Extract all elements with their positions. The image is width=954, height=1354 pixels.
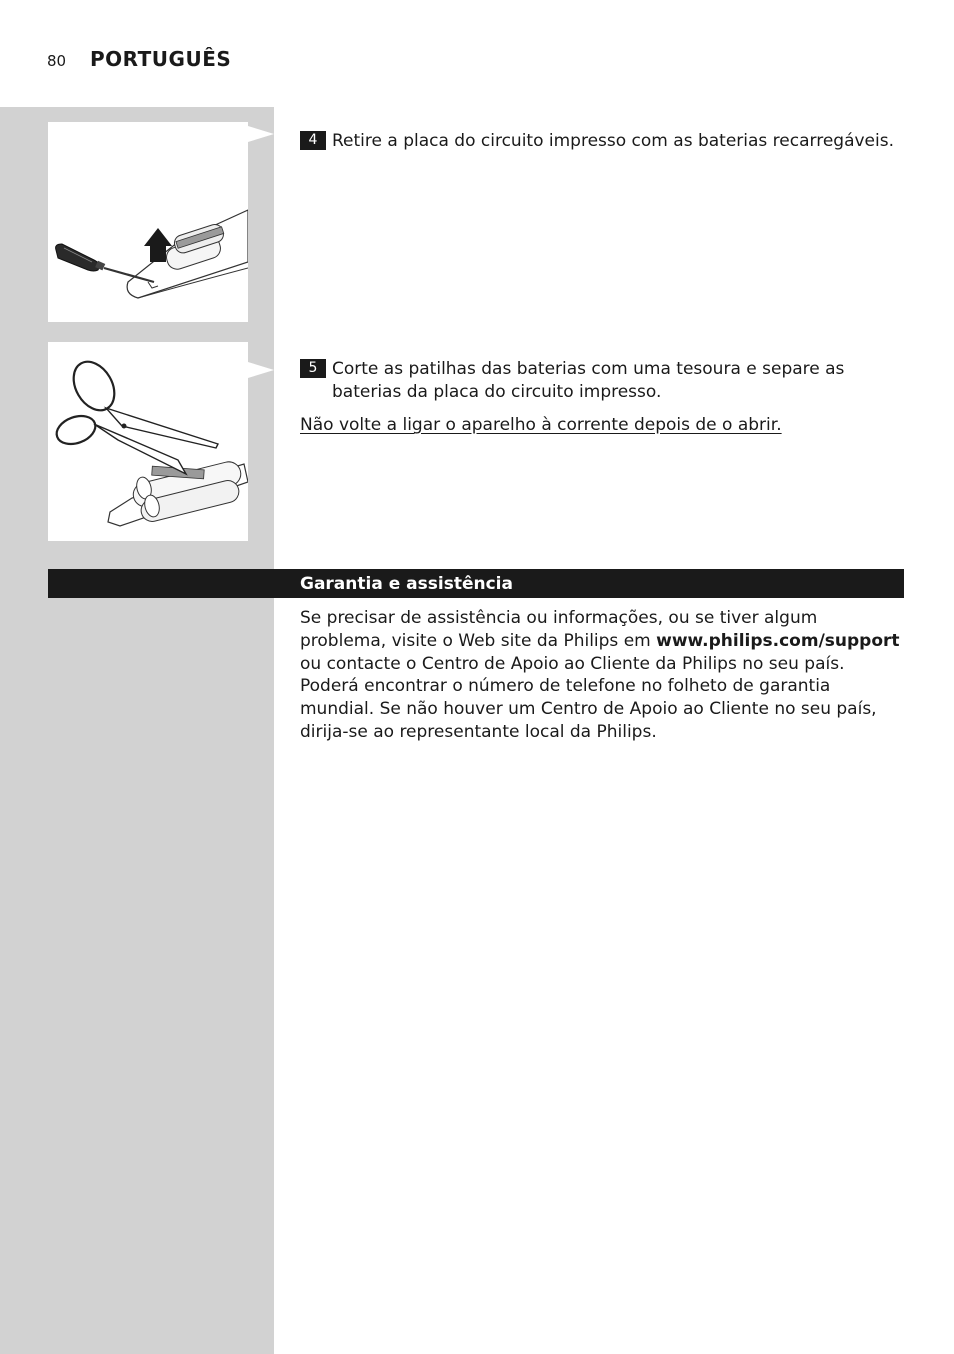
scissors-battery-illustration-icon: [48, 342, 248, 541]
page-language-heading: PORTUGUÊS: [90, 47, 232, 71]
instruction-step: [300, 130, 910, 153]
step-number-badge: 5: [300, 359, 326, 378]
figure-remove-pcb: [48, 122, 248, 322]
figure-cut-tabs: [48, 342, 248, 541]
step-text: Corte as patilhas das baterias com uma tesoura e separe as baterias da placa do circuito impresso.: [332, 359, 845, 402]
page-number: 80: [47, 52, 67, 70]
paragraph-text: Se precisar de assistência ou informações, ou se tiver algum problema, visite o Web site da Philips em: [300, 608, 818, 651]
screwdriver-pcb-illustration-icon: [48, 122, 248, 322]
support-url-link[interactable]: www.philips.com/support: [656, 630, 900, 651]
section-title: Garantia e assistência: [300, 574, 513, 594]
figure-pointer: [248, 362, 274, 378]
warning-note: Não volte a ligar o aparelho à corrente depois de o abrir.: [300, 415, 782, 435]
step-text: Retire a placa do circuito impresso com as baterias recarregáveis.: [332, 131, 894, 151]
paragraph-text: ou contacte o Centro de Apoio ao Cliente da Philips no seu país. Poderá encontrar o número de telefone no folheto de garantia mundial. Se não houver um Centro de Apoio ao Cliente no seu país, dirija-se ao representante local da Philips.: [300, 653, 877, 742]
section-paragraph: [300, 607, 908, 744]
figure-pointer: [248, 126, 274, 142]
instruction-step: [300, 358, 910, 403]
step-number-badge: 4: [300, 131, 326, 150]
